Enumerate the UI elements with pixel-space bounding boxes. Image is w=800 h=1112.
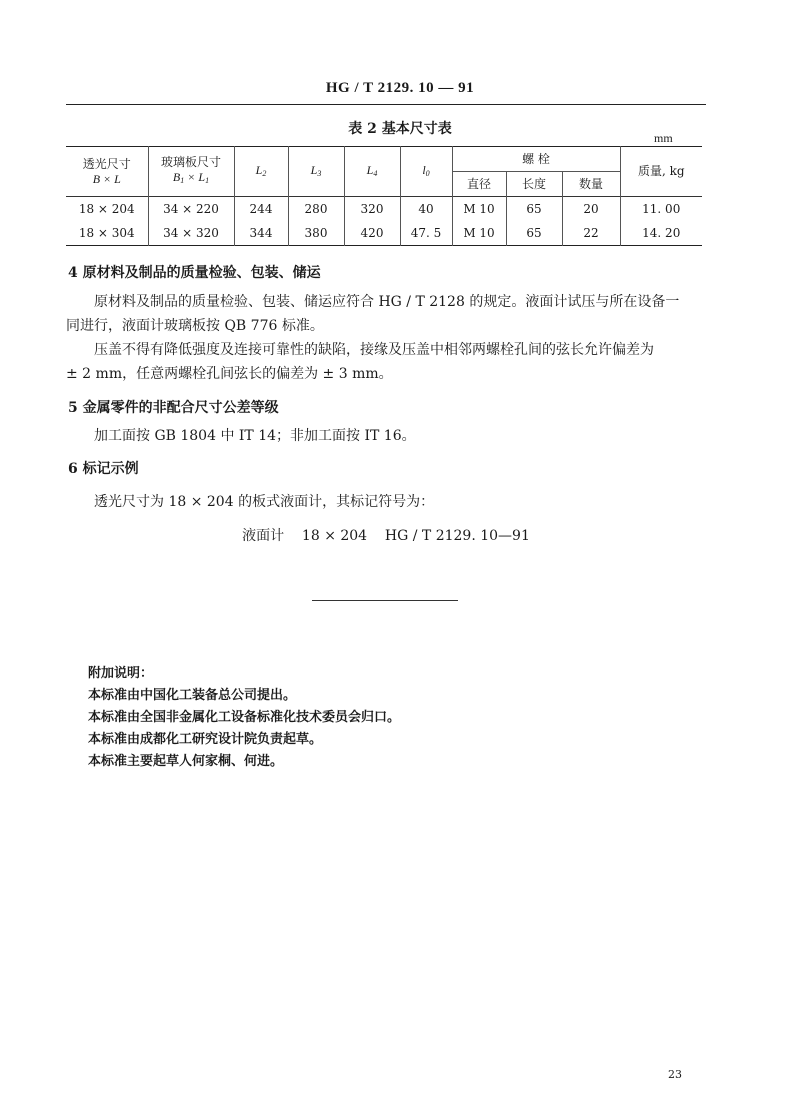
table-cell: 34 × 220 [148, 197, 234, 222]
header-mass: 质量, kg [620, 147, 702, 197]
header-l0: $l_0$ [400, 147, 452, 197]
table-cell: 344 [234, 221, 288, 246]
dimensions-table [66, 146, 702, 246]
table-cell: 14. 20 [620, 221, 702, 246]
marking-example: 液面计 18 × 204 HG / T 2129. 10—91 [242, 528, 530, 544]
section-4-para-2-line-2: ± 2 mm，任意两螺栓孔间弦长的偏差为 ± 3 mm。 [66, 366, 393, 382]
table-cell: 40 [400, 197, 452, 222]
section-6-para: 透光尺寸为 18 × 204 的板式液面计，其标记符号为： [94, 494, 435, 510]
table-cell: 11. 00 [620, 197, 702, 222]
notes-line: 本标准主要起草人何家桐、何进。 [88, 754, 284, 769]
notes-line: 本标准由中国化工装备总公司提出。 [88, 688, 297, 703]
section-5-para: 加工面按 GB 1804 中 IT 14；非加工面按 IT 16。 [94, 428, 416, 444]
table-row [66, 221, 702, 246]
table-row [66, 197, 702, 222]
table-cell: 420 [344, 221, 400, 246]
header-quantity: 数量 [562, 172, 620, 197]
header-l2: $L_2$ [234, 147, 288, 197]
section-5-title: 5 金属零件的非配合尺寸公差等级 [68, 400, 279, 416]
header-transparent-size: 透光尺寸 B × L [66, 147, 148, 197]
table-unit: mm [654, 131, 673, 145]
header-l4: $L_4$ [344, 147, 400, 197]
notes-line: 本标准由全国非金属化工设备标准化技术委员会归口。 [88, 710, 401, 725]
notes-title: 附加说明： [88, 666, 154, 681]
section-4-para-1-line-1: 原材料及制品的质量检验、包装、储运应符合 HG / T 2128 的规定。液面计试压与所在设备一 [94, 294, 680, 310]
header-l3: $L_3$ [288, 147, 344, 197]
table-cell: 244 [234, 197, 288, 222]
table-cell: 65 [506, 221, 562, 246]
end-separator [312, 600, 458, 601]
table-cell: 47. 5 [400, 221, 452, 246]
table-cell: 18 × 204 [66, 197, 148, 222]
section-4-title: 4 原材料及制品的质量检验、包装、储运 [68, 265, 321, 281]
standard-code-header: HG / T 2129. 10 — 91 [325, 80, 475, 96]
header-glass-size: 玻璃板尺寸 $B_1 \times L_1$ [148, 147, 234, 197]
table-cell: 18 × 304 [66, 221, 148, 246]
table-cell: M 10 [452, 197, 506, 222]
header-rule [66, 104, 706, 105]
table-cell: 380 [288, 221, 344, 246]
table-cell: M 10 [452, 221, 506, 246]
table-cell: 65 [506, 197, 562, 222]
table-cell: 280 [288, 197, 344, 222]
notes-line: 本标准由成都化工研究设计院负责起草。 [88, 732, 323, 747]
header-diameter: 直径 [452, 172, 506, 197]
table-cell: 20 [562, 197, 620, 222]
section-4-para-2-line-1: 压盖不得有降低强度及连接可靠性的缺陷，接缘及压盖中相邻两螺栓孔间的弦长允许偏差为 [94, 342, 654, 358]
table-cell: 320 [344, 197, 400, 222]
table-title: 表 2 基本尺寸表 [348, 121, 452, 137]
page-number: 23 [668, 1068, 682, 1081]
table-cell: 34 × 320 [148, 221, 234, 246]
section-4-para-1-line-2: 同进行，液面计玻璃板按 QB 776 标准。 [66, 318, 324, 334]
table-cell: 22 [562, 221, 620, 246]
section-6-title: 6 标记示例 [68, 461, 139, 477]
header-bolt: 螺 栓 [452, 147, 620, 172]
header-length: 长度 [506, 172, 562, 197]
